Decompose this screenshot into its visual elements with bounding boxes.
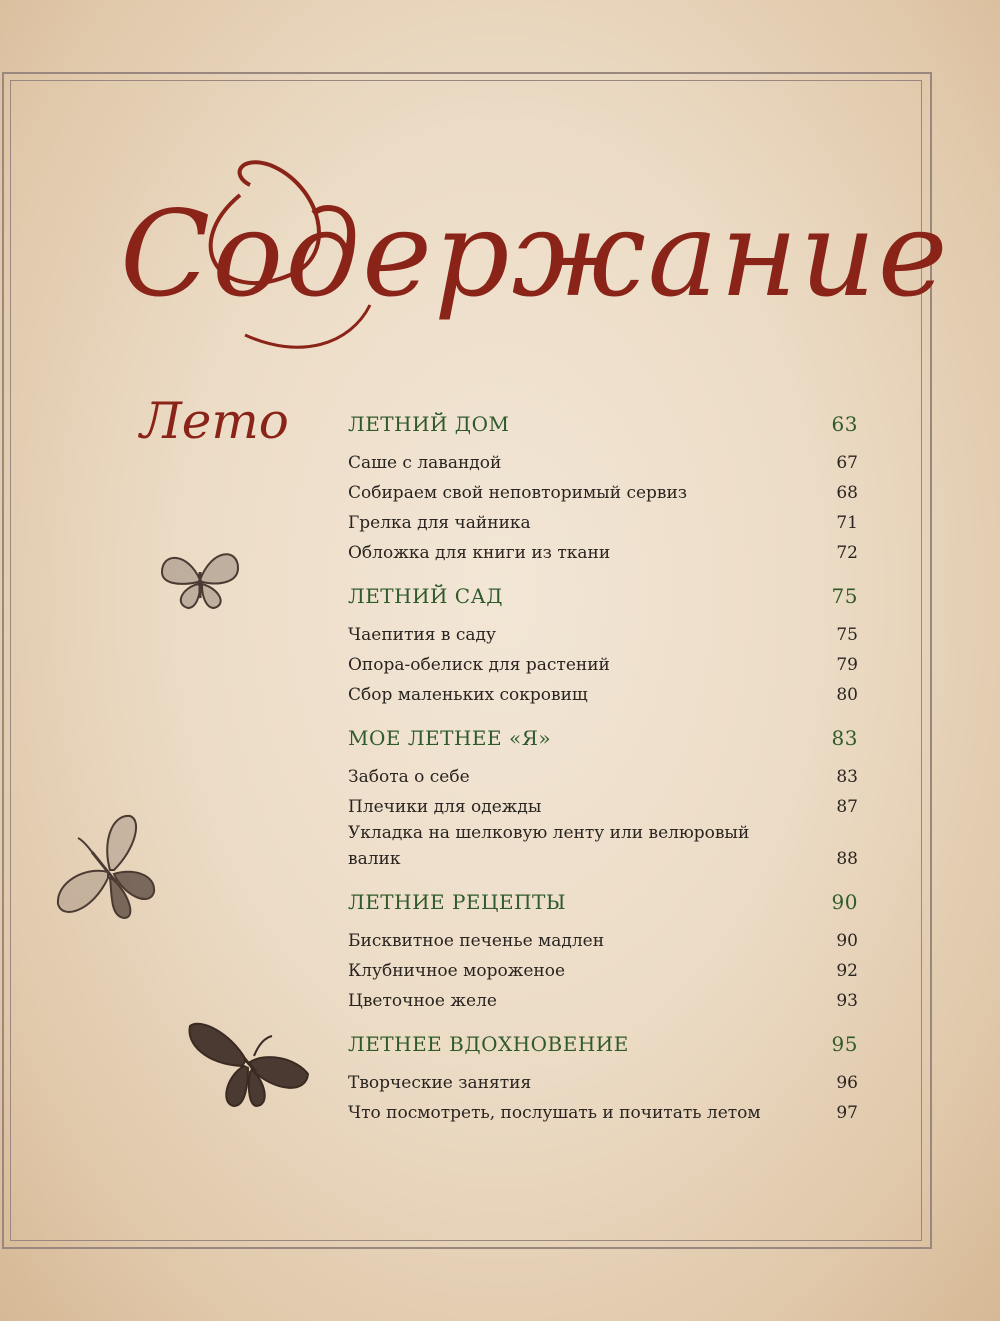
entry-page: 87 xyxy=(836,797,858,817)
title-flourish-icon xyxy=(120,105,920,365)
entry-page: 67 xyxy=(836,453,858,473)
entry-title: Опора-обелиск для растений xyxy=(348,655,610,675)
toc-section xyxy=(348,1032,858,1126)
section-heading[interactable] xyxy=(348,412,858,446)
entry-title: Клубничное мороженое xyxy=(348,961,566,981)
entry-title: Что посмотреть, послушать и почитать летом xyxy=(348,1103,761,1123)
section-page: 95 xyxy=(831,1032,858,1056)
toc-entry[interactable] xyxy=(348,790,858,820)
toc-entry[interactable] xyxy=(348,506,858,536)
entry-title: Саше с лавандой xyxy=(348,453,502,473)
section-title: ЛЕТНИЙ САД xyxy=(348,584,504,608)
entry-page: 93 xyxy=(836,991,858,1011)
entry-title: Укладка на шелковую ленту или велюровый валик xyxy=(348,823,750,869)
entry-title: Забота о себе xyxy=(348,767,470,787)
toc-section xyxy=(348,726,858,872)
toc-section xyxy=(348,584,858,708)
toc-entry[interactable] xyxy=(348,476,858,506)
entry-title: Чаепития в саду xyxy=(348,625,496,645)
butterfly-icon xyxy=(186,1012,312,1108)
toc-section xyxy=(348,890,858,1014)
entry-title: Плечики для одежды xyxy=(348,797,542,817)
page-title: Содержание xyxy=(120,105,920,365)
entry-page: 83 xyxy=(836,767,858,787)
toc-entry[interactable] xyxy=(348,536,858,566)
section-heading[interactable] xyxy=(348,726,858,760)
toc-entry[interactable] xyxy=(348,760,858,790)
entry-page: 90 xyxy=(836,931,858,951)
butterfly-icon xyxy=(158,542,242,612)
entry-title: Сбор маленьких сокровищ xyxy=(348,685,588,705)
section-title: ЛЕТНЕЕ ВДОХНОВЕНИЕ xyxy=(348,1032,629,1056)
section-page: 63 xyxy=(831,412,858,436)
entry-title: Творческие занятия xyxy=(348,1073,532,1093)
entry-page: 79 xyxy=(836,655,858,675)
entry-page: 68 xyxy=(836,483,858,503)
toc-entry[interactable] xyxy=(348,648,858,678)
section-title: ЛЕТНИЕ РЕЦЕПТЫ xyxy=(348,890,567,914)
entry-page: 96 xyxy=(836,1073,858,1093)
entry-page: 88 xyxy=(836,849,858,869)
section-heading[interactable] xyxy=(348,890,858,924)
entry-title: Собираем свой неповторимый сервиз xyxy=(348,483,688,503)
table-of-contents xyxy=(348,412,858,1144)
toc-entry[interactable] xyxy=(348,954,858,984)
entry-page: 92 xyxy=(836,961,858,981)
entry-page: 71 xyxy=(836,513,858,533)
butterfly-icon xyxy=(52,812,158,922)
section-title: ЛЕТНИЙ ДОМ xyxy=(348,412,510,436)
section-title: МОЕ ЛЕТНЕЕ «Я» xyxy=(348,726,552,750)
entry-page: 75 xyxy=(836,625,858,645)
section-page: 83 xyxy=(831,726,858,750)
season-label: Лето xyxy=(140,392,289,450)
toc-entry[interactable] xyxy=(348,446,858,476)
section-page: 75 xyxy=(831,584,858,608)
toc-entry[interactable] xyxy=(348,820,858,872)
toc-entry[interactable] xyxy=(348,984,858,1014)
entry-title: Цветочное желе xyxy=(348,991,497,1011)
entry-title: Обложка для книги из ткани xyxy=(348,543,611,563)
section-heading[interactable] xyxy=(348,1032,858,1066)
entry-page: 72 xyxy=(836,543,858,563)
toc-entry[interactable] xyxy=(348,678,858,708)
entry-title: Бисквитное печенье мадлен xyxy=(348,931,605,951)
toc-section xyxy=(348,412,858,566)
toc-entry[interactable] xyxy=(348,1066,858,1096)
section-page: 90 xyxy=(831,890,858,914)
toc-entry[interactable] xyxy=(348,1096,858,1126)
entry-page: 97 xyxy=(836,1103,858,1123)
toc-entry[interactable] xyxy=(348,618,858,648)
entry-title: Грелка для чайника xyxy=(348,513,531,533)
entry-page: 80 xyxy=(836,685,858,705)
toc-entry[interactable] xyxy=(348,924,858,954)
section-heading[interactable] xyxy=(348,584,858,618)
